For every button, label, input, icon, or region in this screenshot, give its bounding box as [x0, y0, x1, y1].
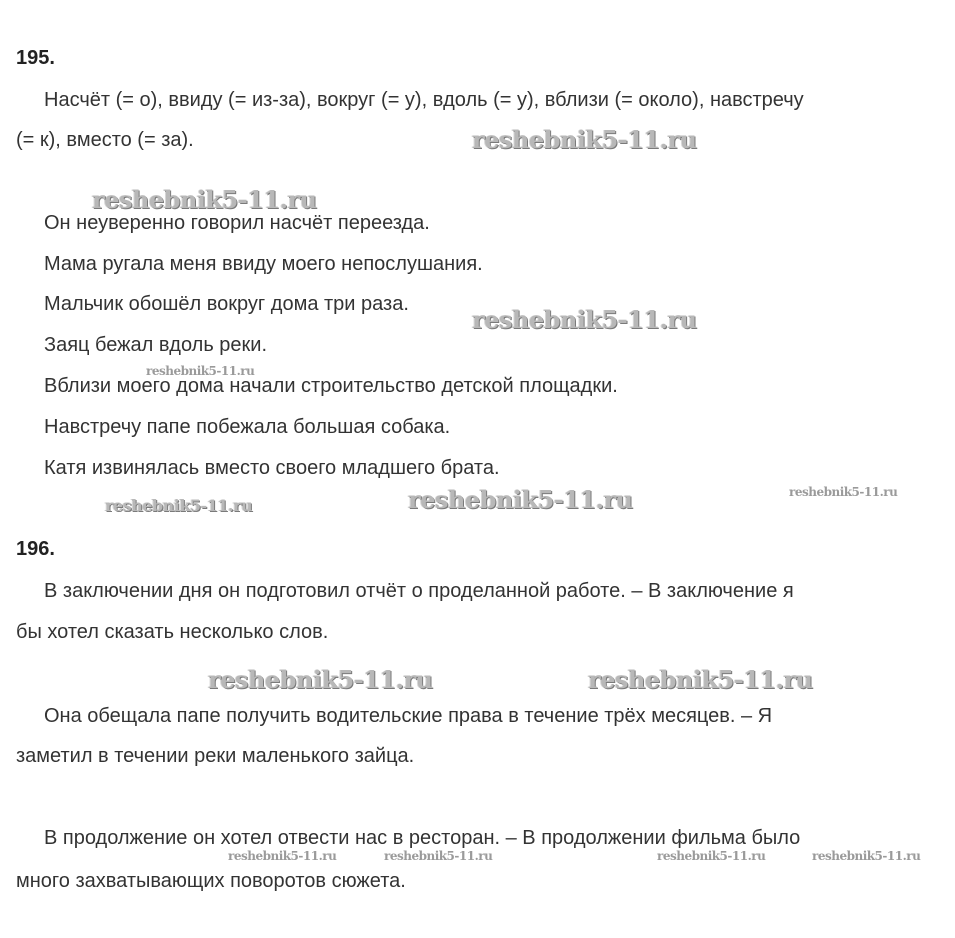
exercise-195-intro-line-2: (= к), вместо (= за). — [16, 129, 194, 151]
exercise-195-number: 195. — [16, 47, 55, 69]
exercise-196-number: 196. — [16, 538, 55, 560]
watermark: reshebnik5-11.ru — [588, 665, 813, 694]
watermark: reshebnik5-11.ru — [789, 485, 898, 499]
watermark: reshebnik5-11.ru — [105, 496, 253, 515]
exercise-195-sentence-7: Катя извинялась вместо своего младшего брата. — [44, 457, 500, 479]
watermark: reshebnik5-11.ru — [408, 485, 633, 514]
exercise-195-sentence-3: Мальчик обошёл вокруг дома три раза. — [44, 293, 409, 315]
exercise-196-paragraph-1-line-2: бы хотел сказать несколько слов. — [16, 621, 329, 643]
watermark: reshebnik5-11.ru — [472, 125, 697, 154]
exercise-196-paragraph-3-line-1: В продолжение он хотел отвести нас в ресторан. – В продолжении фильма было — [44, 827, 801, 849]
watermark: reshebnik5-11.ru — [812, 849, 921, 863]
watermark: reshebnik5-11.ru — [208, 665, 433, 694]
watermark: reshebnik5-11.ru — [472, 305, 697, 334]
watermark: reshebnik5-11.ru — [657, 849, 766, 863]
exercise-195-sentence-2: Мама ругала меня ввиду моего непослушания. — [44, 253, 483, 275]
watermark: reshebnik5-11.ru — [228, 849, 337, 863]
watermark: reshebnik5-11.ru — [384, 849, 493, 863]
exercise-196-paragraph-2-line-1: Она обещала папе получить водительские права в течение трёх месяцев. – Я — [44, 705, 773, 727]
exercise-195-sentence-4: Заяц бежал вдоль реки. — [44, 334, 268, 356]
exercise-196-paragraph-3-line-2: много захватывающих поворотов сюжета. — [16, 870, 406, 892]
watermark: reshebnik5-11.ru — [146, 364, 255, 378]
exercise-196-paragraph-2-line-2: заметил в течении реки маленького зайца. — [16, 745, 415, 767]
exercise-195-sentence-1: Он неуверенно говорил насчёт переезда. — [44, 212, 430, 234]
watermark: reshebnik5-11.ru — [92, 185, 317, 214]
exercise-195-sentence-6: Навстречу папе побежала большая собака. — [44, 416, 451, 438]
exercise-195-sentence-5: Вблизи моего дома начали строительство детской площадки. — [44, 375, 618, 397]
exercise-196-paragraph-1-line-1: В заключении дня он подготовил отчёт о проделанной работе. – В заключение я — [44, 580, 794, 602]
exercise-195-intro-line-1: Насчёт (= о), ввиду (= из-за), вокруг (= у), вдоль (= у), вблизи (= около), навстречу — [44, 89, 804, 111]
